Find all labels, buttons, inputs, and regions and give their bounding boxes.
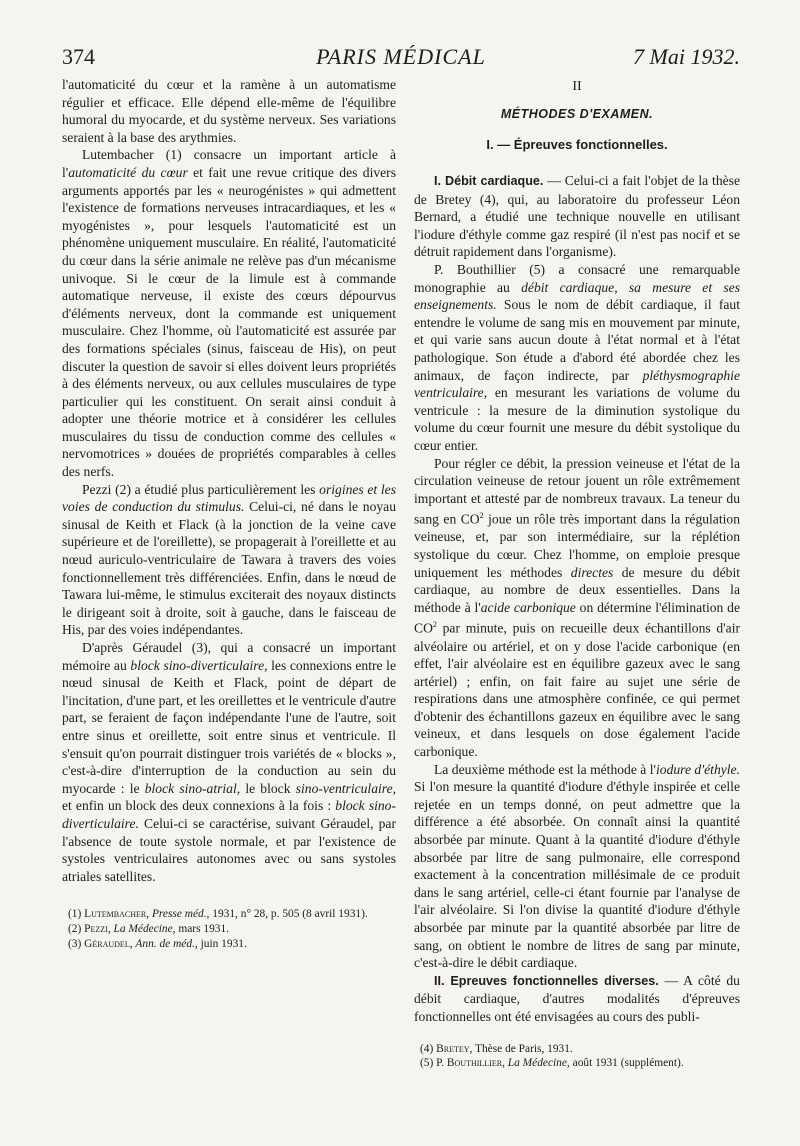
paragraph-debit-cardiaque: I. Débit cardiaque. — Celui-ci a fait l'objet de la thèse de Bretey (4), qui, au laboratoire du professeur Léon Bernard, a étudié une technique nouvelle en utilisant l'iodure d'éthyle comme gaz respiré (il n'est pas nocif et se détruit rapidement dans l'organisme). [414,173,740,260]
footnote: (1) Lutembacher, Presse méd., 1931, n° 28, p. 505 (8 avril 1931). [68,908,368,921]
footnote: (5) P. Bouthillier, La Médecine, août 1931 (supplément). [420,1057,684,1070]
footnotes-left [62,907,396,951]
paragraph-lutembacher: Lutembacher (1) consacre un important article à l'automaticité du cœur et fait une revue critique des divers arguments apportés par les « neurogénistes » qui admettent l'existence de formations nerveuses intracardiaques, et les « myogénistes », pour lesquels l'automaticité est un phénomène uniquement musculaire. En réalité, l'automaticité du cœur dans la série animale ne relève pas d'un mécanisme univoque. Si le cœur de la limule est à commande automatique nerveuse, il existe des cœurs dépourvus d'éléments nerveux, dont la commande est uniquement musculaire. Chez l'homme, où l'automaticité est assurée par des formations spéciales (sinus, faisceau de His), on peut discuter la question de savoir si elles doivent leurs propriétés à des éléments nerveux, ou aux cellules musculaires de type particulier qui les constituent. On serait ainsi conduit à adopter une théorie motrice et à considérer les cellules musculaires du tissu de conduction comme des cellules « nervomotrices » douées de propriétés comparables à celles des nerfs. [62,147,396,480]
footnotes-right [414,1042,740,1071]
footnote: (4) Bretey, Thèse de Paris, 1931. [420,1042,573,1055]
footnote: (3) Géraudel, Ann. de méd., juin 1931. [68,937,247,950]
issue-date: 7 Mai 1932. [633,44,740,69]
paragraph-iodure: La deuxième méthode est la méthode à l'iodure d'éthyle. Si l'on mesure la quantité d'iodure d'éthyle inspirée et celle rejetée en un temps donné, on peut admettre que la différence a été absorbée. On connaît ainsi la quantité absorbée par minute. Quant à la quantité d'iodure d'éthyle absorbée par litre de sang pulmonaire, elle correspond exactement à la concentration millésimale de ce produit dans le sang artériel, celle-ci étant fournie par l'analyse de l'air alvéolaire. Si l'on divise la quantité d'iodure d'éthyle absorbée par minute par la quantité absorbée par litre de sang, on obtient le nombre de litres de sang par minute, c'est-à-dire le débit cardiaque. [414,761,740,971]
right-column [414,76,740,1071]
page-number: 374 [62,44,95,69]
footnote: (2) Pezzi, La Médecine, mars 1931. [68,922,230,935]
subsection-title: I. — Épreuves fonctionnelles. [486,137,668,152]
journal-title: PARIS MÉDICAL [316,44,486,69]
section-number: II [572,79,582,94]
paragraph-pezzi: Pezzi (2) a étudié plus particulièrement les origines et les voies de conduction du stimulus. Celui-ci, né dans le noyau sinusal de Keith et Flack (à la jonction de la veine cave supérieure et de l'oreillette), se propagerait à l'oreillette et au nœud auriculo-ventriculaire de Tawara à travers des voies fonctionnellement très différenciées. Enfin, dans le nœud de Tawara lui-même, le stimulus exciterait des noyaux distincts le dirigeant soit à droite, soit à gauche, dans le faisceau de His, par des voies indépendantes. [62,481,396,638]
paragraph-epreuves-diverses: II. Epreuves fonctionnelles diverses. — A côté du débit cardiaque, d'autres modalités d'épreuves fonctionnelles ont été envisagées au cours des publi- [414,972,740,1024]
paragraph-bouthillier: P. Bouthillier (5) a consacré une remarquable monographie au débit cardiaque, sa mesure et ses enseignements. Sous le nom de débit cardiaque, il faut entendre le volume de sang mis en mouvement par minute, et qui varie sans aucun doute à l'état normal et à l'état pathologique. Son étude a d'abord été abordée chez les animaux, de façon indirecte, par pléthysmographie ventriculaire, en mesurant les variations de volume du ventricule : la mesure de la diminution systolique du volume du cœur fournit une mesure du débit systolique du cœur entier. [414,261,740,453]
paragraph-continued: l'automaticité du cœur et la ramène à un automatisme régulier et efficace. Elle dépend elle-même de l'équilibre humoral du myocarde, et du système nerveux. Ses variations seraient à la base des arythmies. [62,77,396,145]
paragraph-pression-veineuse: Pour régler ce débit, la pression veineuse et l'état de la circulation veineuse de retour jouent un rôle extrêmement important et attesté par de nombreux travaux. La teneur du sang en $CO^2$ joue un rôle très important dans la régulation veineuse, et, par son intermédiaire, sur la réplétion systolique du cœur. Chez l'homme, on emploie presque uniquement les méthodes directes de mesure du débit cardiaque, au nombre de deux essentielles. Dans la méthode à l'acide carbonique on détermine l'élimination de $CO^2$ par minute, puis on recueille deux échantillons d'air alvéolaire ou artériel, et on y dose l'acide carbonique (en effet, l'air alvéolaire est en équilibre gazeux avec le sang artériel) ; enfin, on fait faire au sujet une série de respirations dans une atmosphère confinée, ce qui permet d'obtenir des échantillons gazeux en équilibre avec le sang veineux, et dans lesquels on dose également l'acide carbonique. [414,455,740,760]
running-header [62,44,740,74]
section-title: MÉTHODES D'EXAMEN. [500,107,654,121]
paragraph-geraudel: D'après Géraudel (3), qui a consacré un important mémoire au block sino-diverticulaire, les connexions entre le nœud sinusal de Keith et Flack, point de départ de l'incitation, d'une part, et les oreillettes et le ventricule d'autre part, se feraient de façon indépendante l'une de l'autre, soit entre sinus et oreillette, soit entre sinus et ventricule. Il s'ensuit qu'on pourrait distinguer trois variétés de « blocks », c'est-à-dire d'interruption de la conduction au sein du myocarde : le block sino-atrial, le block sino-ventriculaire, et enfin un block des deux connexions à la fois : block sino-diverticulaire. Celui-ci se caractérise, suivant Géraudel, par l'absence de toute systole normale, et par l'existence de systoles ventriculaires autonomes avec ou sans systoles atriales satellites. [62,640,397,884]
left-column [62,76,396,951]
